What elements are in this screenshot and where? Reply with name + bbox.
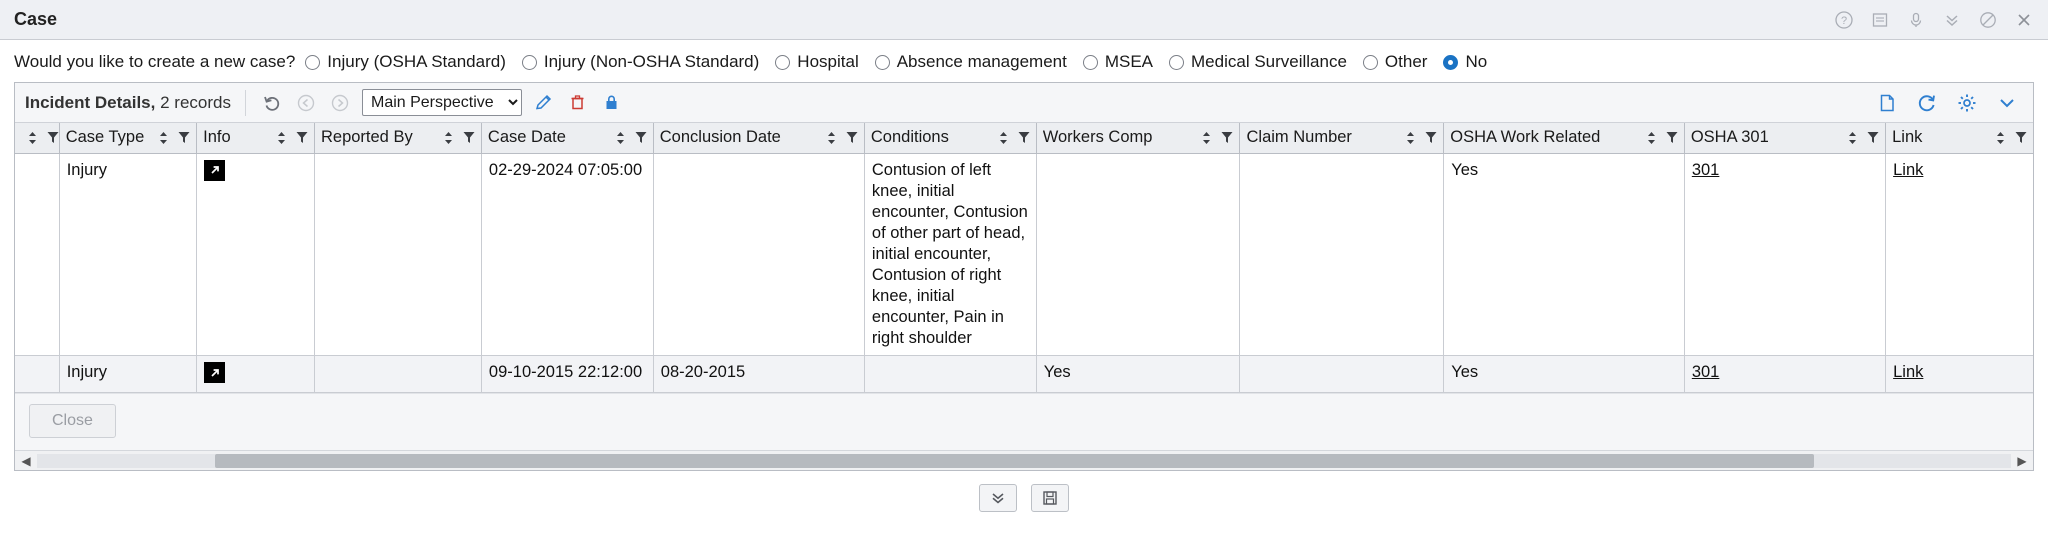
column-label: Reported By (320, 128, 413, 147)
cell-select[interactable] (15, 153, 59, 356)
column-header-workers-comp[interactable] (1036, 123, 1240, 153)
radio-option-label: Injury (OSHA Standard) (327, 52, 506, 71)
radio-option-absence-management[interactable] (875, 52, 1067, 72)
double-chevron-down-icon[interactable] (979, 484, 1017, 512)
column-label: OSHA Work Related (1450, 128, 1601, 147)
radio-option-no[interactable] (1443, 52, 1487, 72)
cell-info[interactable] (197, 153, 315, 356)
window-titlebar (0, 0, 2048, 40)
sort-icon[interactable] (826, 131, 838, 145)
filter-icon[interactable] (1425, 131, 1437, 145)
cell-link[interactable] (1886, 356, 2033, 393)
trash-icon[interactable] (566, 91, 590, 115)
table-row[interactable] (15, 356, 2033, 393)
column-header-claim-number[interactable] (1240, 123, 1444, 153)
grid-title: Incident Details, (25, 92, 156, 112)
radio-option-msea[interactable] (1083, 52, 1153, 72)
window-title: Case (14, 9, 58, 29)
scrollbar-track[interactable] (37, 454, 2011, 468)
cell-reported-by (314, 153, 481, 356)
cell-osha-work-related: Yes (1444, 153, 1685, 356)
cell-conditions (864, 356, 1036, 393)
column-label: Conditions (870, 128, 949, 147)
close-button[interactable]: Close (29, 404, 116, 438)
filter-icon[interactable] (47, 131, 59, 145)
save-disk-icon[interactable] (1031, 484, 1069, 512)
new-case-radio-group (305, 52, 1503, 72)
column-header-reported-by[interactable] (314, 123, 481, 153)
filter-icon[interactable] (1221, 131, 1233, 145)
new-case-question-label: Would you like to create a new case? (14, 52, 296, 71)
column-label: Info (203, 128, 231, 147)
grid-toolbar-right (1875, 91, 2023, 115)
column-header-case-date[interactable] (481, 123, 653, 153)
column-header-case-type[interactable] (59, 123, 196, 153)
radio-option-label: Absence management (896, 52, 1067, 71)
cell-osha-301[interactable] (1684, 356, 1885, 393)
osha-301-link[interactable]: 301 (1691, 160, 1720, 179)
column-label: OSHA 301 (1690, 128, 1769, 147)
table-row[interactable] (15, 153, 2033, 356)
cell-conclusion-date (653, 153, 864, 356)
close-icon[interactable] (2014, 10, 2034, 30)
radio-injury-non-osha-icon[interactable] (522, 55, 537, 70)
cell-osha-work-related: Yes (1444, 356, 1685, 393)
column-header-conclusion-date[interactable] (653, 123, 864, 153)
radio-option-injury-osha[interactable] (305, 52, 506, 72)
radio-option-injury-non-osha[interactable] (522, 52, 759, 72)
column-header-select[interactable] (15, 123, 59, 153)
previous-icon[interactable] (294, 91, 318, 115)
filter-icon[interactable] (463, 131, 475, 145)
block-icon[interactable] (1978, 10, 1998, 30)
radio-option-label: Other (1384, 52, 1428, 71)
column-label: Case Date (487, 128, 566, 147)
grid-title-group (25, 93, 231, 113)
pencil-icon[interactable] (532, 91, 556, 115)
sort-icon[interactable] (443, 131, 455, 145)
filter-icon[interactable] (2015, 131, 2027, 145)
column-header-info[interactable] (197, 123, 315, 153)
column-label: Claim Number (1246, 128, 1352, 147)
microphone-icon[interactable] (1906, 10, 1926, 30)
radio-option-label: Medical Surveillance (1191, 52, 1347, 71)
filter-icon[interactable] (1018, 131, 1030, 145)
radio-other-icon[interactable] (1363, 55, 1378, 70)
radio-hospital-icon[interactable] (775, 55, 790, 70)
column-header-link[interactable] (1886, 123, 2033, 153)
cell-case-type: Injury (59, 356, 196, 393)
cell-claim-number (1240, 356, 1444, 393)
next-icon[interactable] (328, 91, 352, 115)
filter-icon[interactable] (1666, 131, 1678, 145)
radio-option-label: MSEA (1104, 52, 1154, 71)
collapse-icon[interactable] (1942, 10, 1962, 30)
cell-case-date: 09-10-2015 22:12:00 (481, 356, 653, 393)
grid-toolbar (15, 83, 2033, 123)
cell-conditions: Contusion of left knee, initial encounter, Contusion of other part of head, initial encounter, Contusion of right knee, initial encounter, Pain in right shoulder (864, 153, 1036, 356)
cell-select[interactable] (15, 356, 59, 393)
radio-option-medical-surveillance[interactable] (1169, 52, 1347, 72)
scrollbar-thumb[interactable] (215, 454, 1814, 468)
column-label: Workers Comp (1042, 128, 1153, 147)
cell-case-type: Injury (59, 153, 196, 356)
filter-icon[interactable] (178, 131, 190, 145)
sort-icon[interactable] (27, 131, 39, 145)
record-link[interactable]: Link (1893, 363, 1924, 382)
osha-301-link[interactable]: 301 (1691, 363, 1720, 382)
sort-icon[interactable] (998, 131, 1010, 145)
perspective-select[interactable] (362, 89, 522, 116)
table-header-row (15, 123, 2033, 153)
column-header-osha-work-related[interactable] (1444, 123, 1685, 153)
sort-icon[interactable] (158, 131, 170, 145)
undo-icon[interactable] (260, 91, 284, 115)
bottom-action-bar (0, 471, 2048, 512)
cell-claim-number (1240, 153, 1444, 356)
chevron-down-icon[interactable] (1995, 91, 2019, 115)
note-icon[interactable] (1870, 10, 1890, 30)
incident-details-table (15, 123, 2033, 393)
new-document-icon[interactable] (1875, 91, 1899, 115)
sort-icon[interactable] (276, 131, 288, 145)
sort-icon[interactable] (1847, 131, 1859, 145)
radio-option-label: Injury (Non-OSHA Standard) (543, 52, 760, 71)
horizontal-scrollbar[interactable] (15, 450, 2033, 470)
cell-info[interactable] (197, 356, 315, 393)
scroll-left-arrow-icon[interactable]: ◀ (21, 453, 31, 468)
cell-link[interactable] (1886, 153, 2033, 356)
column-label: Case Type (65, 128, 145, 147)
filter-icon[interactable] (1867, 131, 1879, 145)
radio-medical-surveillance-icon[interactable] (1169, 55, 1184, 70)
sort-icon[interactable] (1646, 131, 1658, 145)
filter-icon[interactable] (296, 131, 308, 145)
lock-icon[interactable] (600, 91, 624, 115)
sort-icon[interactable] (1405, 131, 1417, 145)
radio-injury-osha-icon[interactable] (305, 55, 320, 70)
titlebar-actions (1834, 10, 2034, 30)
sort-icon[interactable] (1995, 131, 2007, 145)
expand-icon[interactable] (204, 160, 225, 181)
radio-option-label: Hospital (797, 52, 859, 71)
record-link[interactable]: Link (1893, 160, 1924, 179)
radio-no-icon[interactable] (1443, 55, 1458, 70)
refresh-icon[interactable] (1915, 91, 1939, 115)
filter-icon[interactable] (635, 131, 647, 145)
new-case-question-row (0, 40, 2048, 82)
column-header-conditions[interactable] (864, 123, 1036, 153)
svg-text:?: ? (1840, 14, 1848, 27)
cell-osha-301[interactable] (1684, 153, 1885, 356)
incident-details-panel (14, 82, 2034, 471)
cell-workers-comp (1036, 153, 1240, 356)
toolbar-divider (245, 90, 246, 116)
radio-option-hospital[interactable] (775, 52, 858, 72)
radio-msea-icon[interactable] (1083, 55, 1098, 70)
filter-icon[interactable] (846, 131, 858, 145)
expand-icon[interactable] (204, 362, 225, 383)
sort-icon[interactable] (1201, 131, 1213, 145)
cell-reported-by (314, 356, 481, 393)
grid-table-wrapper (15, 123, 2033, 393)
radio-absence-management-icon[interactable] (875, 55, 890, 70)
radio-option-other[interactable] (1363, 52, 1428, 72)
cell-workers-comp: Yes (1036, 356, 1240, 393)
gear-icon[interactable] (1955, 91, 1979, 115)
grid-footer (15, 393, 2033, 450)
scroll-right-arrow-icon[interactable]: ▶ (2017, 453, 2027, 468)
grid-record-count: 2 records (160, 92, 231, 112)
radio-option-label: No (1465, 52, 1488, 71)
help-icon[interactable] (1834, 10, 1854, 30)
column-label: Link (1892, 128, 1923, 147)
cell-case-date: 02-29-2024 07:05:00 (481, 153, 653, 356)
sort-icon[interactable] (615, 131, 627, 145)
cell-conclusion-date: 08-20-2015 (653, 356, 864, 393)
column-header-osha-301[interactable] (1684, 123, 1885, 153)
column-label: Conclusion Date (659, 128, 781, 147)
